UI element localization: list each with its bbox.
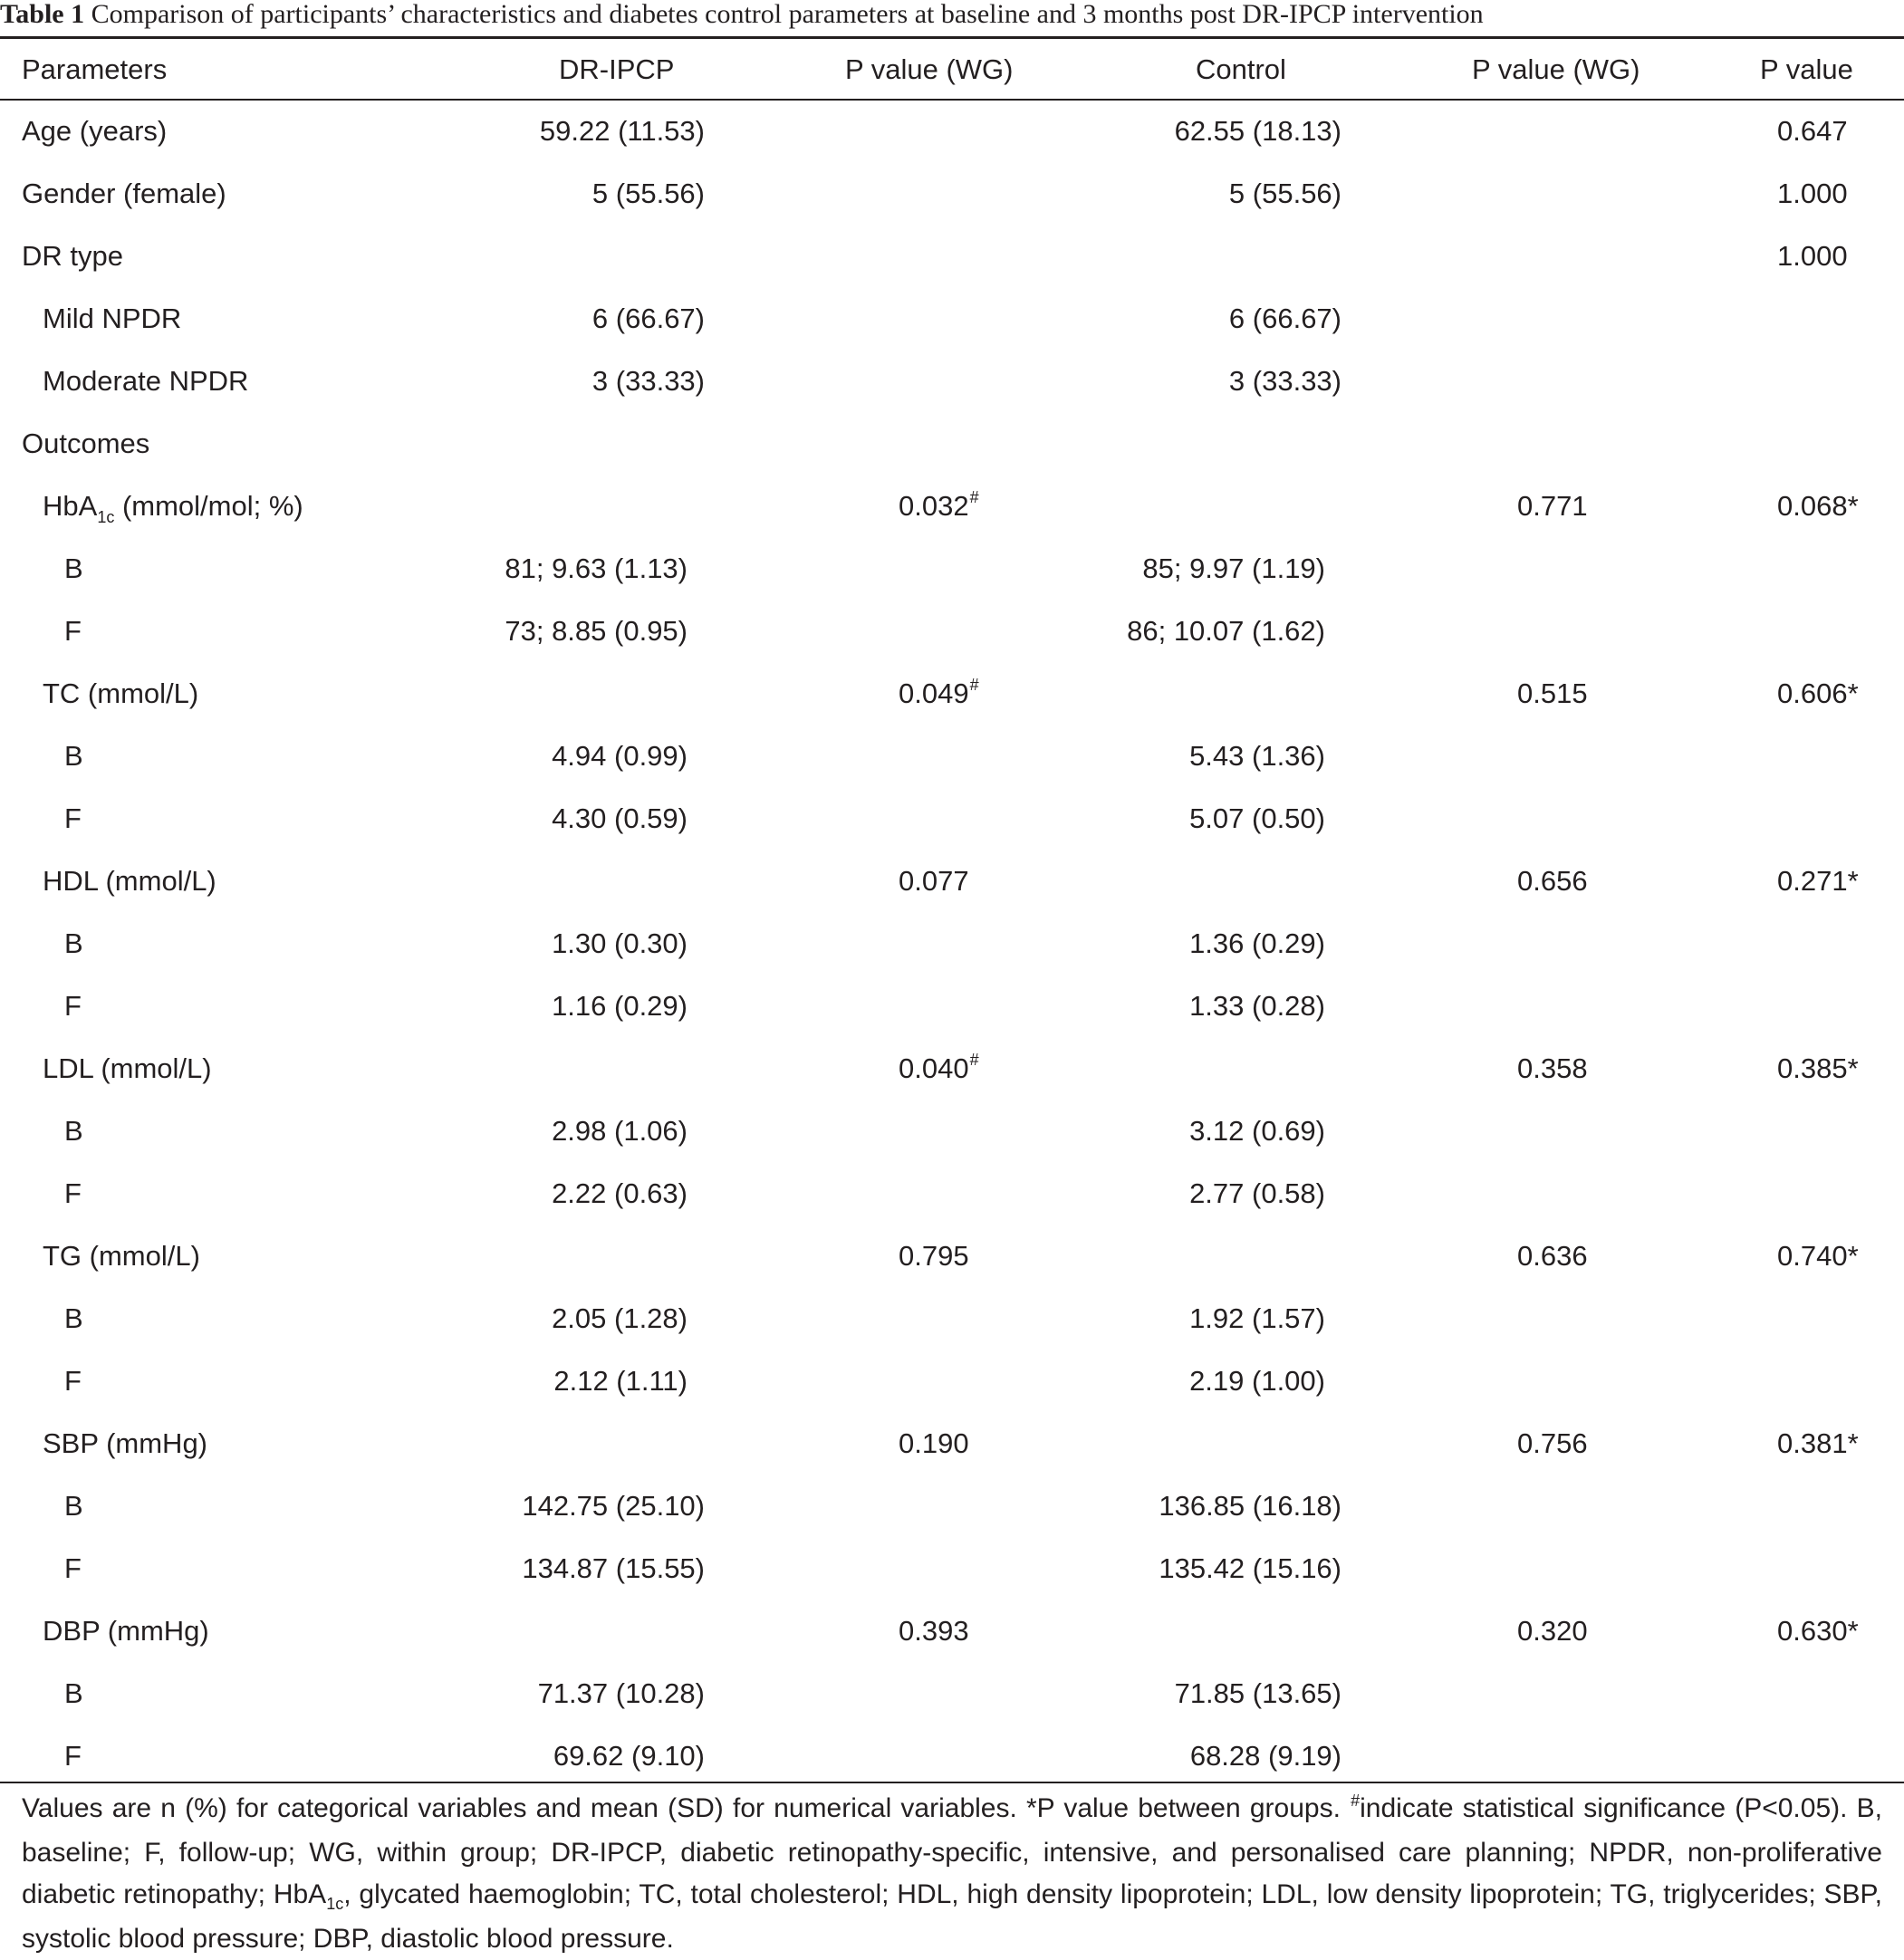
table-row [0,1288,1904,1350]
p-value-wg-control: 0.320 [1517,1615,1588,1647]
p-value: 0.271* [1777,865,1859,897]
row-label: F [64,1552,82,1584]
control-value: 3 (33.33) [1228,365,1341,397]
p-value-wg-control: 0.756 [1517,1427,1588,1459]
table-row [0,788,1904,850]
p-value: 0.068* [1777,490,1859,522]
control-value: 85; 9.97 (1.19) [1142,552,1325,584]
row-label: Outcomes [22,428,150,459]
p-value-wg-control: 0.636 [1517,1240,1588,1272]
dr-ipcp-value: 4.94 (0.99) [552,740,688,772]
table-caption [0,0,1904,36]
header-p-value-wg-dr: P value (WG) [845,53,1014,85]
p-value-wg-control: 0.515 [1517,677,1588,709]
row-label: F [64,802,82,834]
row-label: DR type [22,240,123,272]
dr-ipcp-value: 3 (33.33) [591,365,705,397]
table-row [0,1225,1904,1287]
table-row [0,101,1904,162]
table-row [0,476,1904,537]
row-label: TC (mmol/L) [43,677,199,709]
dr-ipcp-value: 59.22 (11.53) [539,115,705,147]
row-label: B [64,1490,83,1522]
row-label: B [64,1115,83,1147]
dr-ipcp-value: 81; 9.63 (1.13) [505,552,688,584]
row-label: LDL (mmol/L) [43,1052,212,1084]
control-value: 6 (66.67) [1228,303,1341,334]
table-title: Comparison of participants’ characteristics and diabetes control parameters at baseline and 3 months post DR-IPCP intervention [91,0,1484,29]
p-value: 0.381* [1777,1427,1859,1459]
row-label: TG (mmol/L) [43,1240,200,1272]
row-label: Mild NPDR [43,303,182,334]
row-label: F [64,1740,82,1772]
header-dr-ipcp: DR-IPCP [559,53,675,85]
table-row [0,226,1904,287]
p-value: 1.000 [1777,178,1848,209]
control-value: 5.43 (1.36) [1189,740,1325,772]
dr-ipcp-value: 6 (66.67) [591,303,705,334]
dr-ipcp-value: 69.62 (9.10) [553,1740,705,1772]
table-row [0,975,1904,1037]
table-footnote: Values are n (%) for categorical variables and mean (SD) for numerical variables. *P value between groups. #indicate statistical significance (P<0.05). B, baseline; F, follow-up; WG, within group; DR-IPCP, diabetic retinopathy-specific, intensive, and personalised care planning; NPDR, non-proliferative diabetic retinopathy; HbA$_{1c}$, glycated haemoglobin; TC, total cholesterol; HDL, high density lipoprotein; LDL, low density lipoprotein; TG, triglycerides; SBP, systolic blood pressure; DBP, diastolic blood pressure. [22,1792,1883,1954]
p-value-wg-dr: 0.795 [899,1240,969,1272]
table-row [0,288,1904,350]
dr-ipcp-value: 71.37 (10.28) [537,1677,705,1709]
p-value-wg-dr: 0.393 [899,1615,969,1647]
p-value-wg-control: 0.358 [1517,1052,1588,1084]
table-row [0,663,1904,725]
control-value: 1.36 (0.29) [1189,927,1325,959]
dr-ipcp-value: 142.75 (25.10) [522,1490,705,1522]
p-value: 0.606* [1777,677,1859,709]
table-label: Table 1 [0,0,85,29]
row-label: B [64,927,83,959]
row-label: HDL (mmol/L) [43,865,216,897]
control-value: 62.55 (18.13) [1174,115,1341,147]
dr-ipcp-value: 2.05 (1.28) [552,1302,688,1334]
table-row [0,600,1904,662]
p-value-wg-dr: 0.040# [899,1051,979,1084]
dr-ipcp-value: 1.16 (0.29) [552,990,688,1022]
row-label: B [64,1302,83,1334]
table-row [0,1538,1904,1600]
row-label: DBP (mmHg) [43,1615,209,1647]
p-value-wg-dr: 0.077 [899,865,969,897]
dr-ipcp-value: 1.30 (0.30) [552,927,688,959]
control-value: 136.85 (16.18) [1159,1490,1341,1522]
p-value-wg-dr: 0.049# [899,676,979,709]
row-label: F [64,1177,82,1209]
table-row [0,163,1904,225]
control-value: 5 (55.56) [1228,178,1341,209]
row-label: B [64,1677,83,1709]
dr-ipcp-value: 134.87 (15.55) [522,1552,705,1584]
table-row [0,1350,1904,1412]
dr-ipcp-value: 2.12 (1.11) [553,1365,688,1397]
control-value: 2.77 (0.58) [1189,1177,1325,1209]
row-label: B [64,740,83,772]
bottom-rule [0,1782,1904,1783]
dr-ipcp-value: 2.22 (0.63) [552,1177,688,1209]
row-label: F [64,615,82,647]
p-value: 0.630* [1777,1615,1859,1647]
row-label: F [64,990,82,1022]
p-value: 0.740* [1777,1240,1859,1272]
p-value-wg-control: 0.656 [1517,865,1588,897]
table-row [0,1100,1904,1162]
control-value: 135.42 (15.16) [1159,1552,1341,1584]
table-row [0,1600,1904,1662]
row-label: B [64,552,83,584]
row-label: Age (years) [22,115,168,147]
table-row [0,913,1904,975]
table-row [0,725,1904,787]
header-control: Control [1196,53,1286,85]
control-value: 1.92 (1.57) [1189,1302,1325,1334]
dr-ipcp-value: 73; 8.85 (0.95) [505,615,688,647]
row-label: Gender (female) [22,178,226,209]
header-parameters: Parameters [22,53,168,85]
header-p-value-wg-control: P value (WG) [1472,53,1640,85]
header-p-value: P value [1760,53,1853,85]
control-value: 68.28 (9.19) [1189,1740,1341,1772]
control-value: 2.19 (1.00) [1189,1365,1325,1397]
row-label: SBP (mmHg) [43,1427,208,1459]
p-value-wg-control: 0.771 [1517,490,1588,522]
control-value: 1.33 (0.28) [1189,990,1325,1022]
p-value-wg-dr: 0.190 [899,1427,969,1459]
dr-ipcp-value: 5 (55.56) [591,178,705,209]
dr-ipcp-value: 2.98 (1.06) [552,1115,688,1147]
table-header-row [0,38,1904,100]
table-row [0,1413,1904,1475]
table-row [0,1725,1904,1787]
table-row [0,1663,1904,1725]
row-label: HbA$_{1c}$ (mmol/mol; %) [43,490,303,526]
control-value: 5.07 (0.50) [1189,802,1325,834]
p-value: 0.647 [1777,115,1848,147]
table-row [0,1475,1904,1537]
table-row [0,1163,1904,1225]
table-row [0,413,1904,475]
table-row [0,351,1904,412]
dr-ipcp-value: 4.30 (0.59) [552,802,688,834]
table-row [0,538,1904,600]
row-label: F [64,1365,82,1397]
table-row [0,850,1904,912]
p-value: 0.385* [1777,1052,1859,1084]
row-label: Moderate NPDR [43,365,249,397]
control-value: 71.85 (13.65) [1174,1677,1341,1709]
p-value: 1.000 [1777,240,1848,272]
control-value: 3.12 (0.69) [1189,1115,1325,1147]
table-row [0,1038,1904,1100]
control-value: 86; 10.07 (1.62) [1127,615,1325,647]
p-value-wg-dr: 0.032# [899,488,979,522]
